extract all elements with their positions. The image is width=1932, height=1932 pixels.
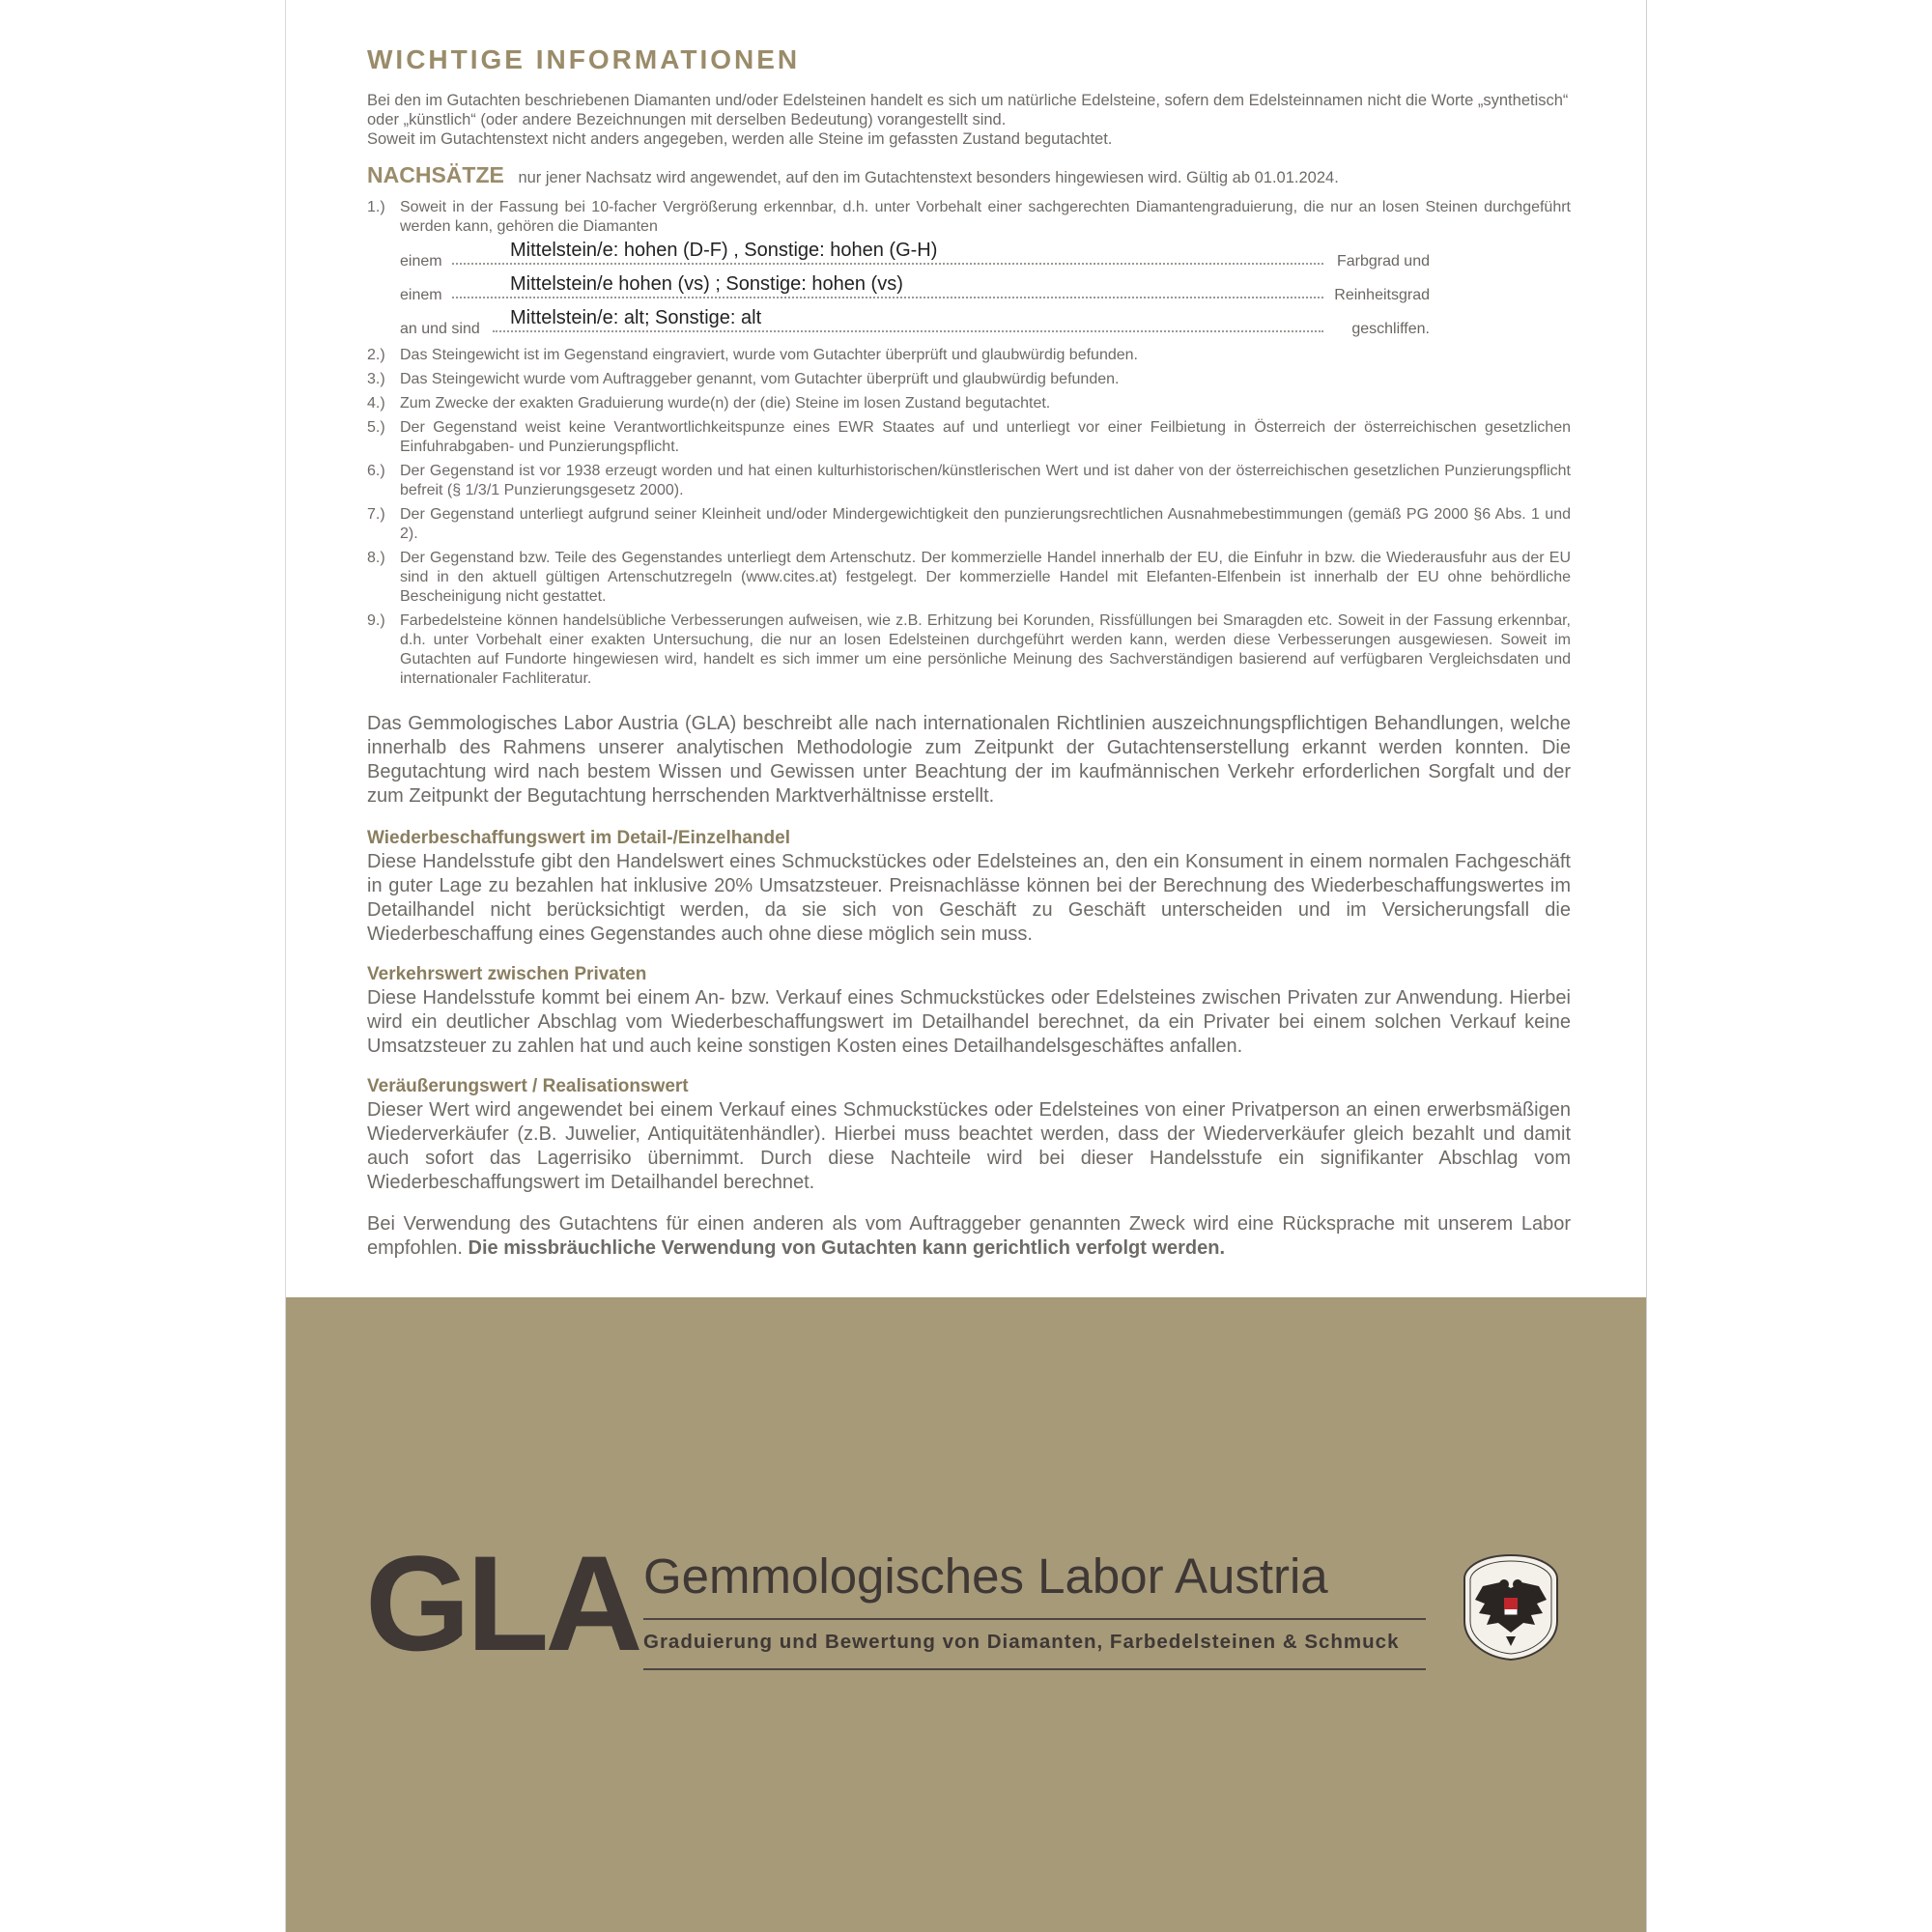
item-number: 7.) <box>367 506 385 523</box>
closing-text: Bei Verwendung des Gutachtens für einen anderen als vom Auftraggeber genannten Zweck wird eine Rücksprache mit unserem Labor empfohlen. <box>367 1213 1571 1259</box>
cut-line <box>400 304 1430 338</box>
content-area <box>367 44 1571 1261</box>
color-grade-value: Mittelstein/e: hohen (D-F) , Sonstige: hohen (G-H) <box>510 240 938 261</box>
closing-paragraph <box>367 1212 1571 1261</box>
dotted-line <box>452 263 1323 265</box>
section-heading: Verkehrswert zwischen Privaten <box>367 964 647 984</box>
list-item <box>367 346 1571 365</box>
fill-line-prefix: an und sind <box>400 321 480 337</box>
divider <box>643 1668 1426 1670</box>
gla-paragraph: Das Gemmologisches Labor Austria (GLA) beschreibt alle nach internationalen Richtlinien auszeichnungspflichtigen Behandlungen, welche innerhalb des Rahmens unserer analytischen Methodologie zum Zeitpunkt der Gutachtenserstellung erkannt werden konnten. Die Begutachtung wird nach bestem Wissen und Gewissen unter Beachtung der im kaufmännischen Verkehr erforderlichen Sorgfalt und der zum Zeitpunkt der Begutachtung herrschenden Marktverhältnisse erstellt. <box>367 713 1571 807</box>
divider <box>643 1618 1426 1620</box>
item-number: 4.) <box>367 395 385 412</box>
item-number: 9.) <box>367 612 385 629</box>
nachsaetze-note: nur jener Nachsatz wird angewendet, auf den im Gutachtenstext besonders hingewiesen wird. Gültig ab 01.01.2024. <box>518 169 1339 186</box>
color-grade-line <box>400 237 1430 270</box>
lab-name: Gemmologisches Labor Austria <box>643 1548 1328 1604</box>
item-text: Der Gegenstand ist vor 1938 erzeugt worden und hat einen kulturhistorischen/künstlerischen Wert und ist daher von der österreichischen gesetzlichen Punzierungspflicht befreit (§ 1/3/1 Punzierungsgesetz 2000). <box>400 463 1571 498</box>
gla-logo: GLA <box>365 1527 639 1679</box>
item-text: Zum Zwecke der exakten Graduierung wurde(n) der (die) Steine im losen Zustand begutachtet. <box>400 395 1051 412</box>
item-text: Das Steingewicht ist im Gegenstand eingraviert, wurde vom Gutachter überprüft und glaubwürdig befunden. <box>400 347 1138 363</box>
clarity-grade-value: Mittelstein/e hohen (vs) ; Sonstige: hohen (vs) <box>510 273 903 295</box>
item-number: 8.) <box>367 550 385 566</box>
state-seal-icon <box>1462 1553 1560 1662</box>
list-item <box>367 549 1571 607</box>
cut-value: Mittelstein/e: alt; Sonstige: alt <box>510 307 762 328</box>
list-item <box>367 370 1571 389</box>
item-text: Der Gegenstand weist keine Verantwortlichkeitspunze eines EWR Staates auf und unterliegt vor einer Feilbietung in Österreich der österreichischen gesetzlichen Einfuhrabgaben- und Punzierungspflicht. <box>400 419 1571 455</box>
page-title: WICHTIGE INFORMATIONEN <box>367 44 801 74</box>
section-heading: Wiederbeschaffungswert im Detail-/Einzelhandel <box>367 828 790 848</box>
dotted-line <box>493 330 1323 332</box>
closing-warning: Die missbräuchliche Verwendung von Gutachten kann gerichtlich verfolgt werden. <box>468 1237 1226 1259</box>
list-item <box>367 462 1571 500</box>
fill-line-suffix: geschliffen. <box>1351 321 1430 337</box>
fill-line-prefix: einem <box>400 287 442 303</box>
list-item <box>367 394 1571 413</box>
section-text: Dieser Wert wird angewendet bei einem Verkauf eines Schmuckstückes oder Edelsteines von einer Privatperson an einen erwerbsmäßigen Wiederverkäufer (z.B. Juwelier, Antiquitätenhändler). Hierbei muss beachtet werden, dass der Wiederverkäufer gleich bezahlt und damit auch sofort das Lagerrisiko übernimmt. Durch diese Nachteile wird bei dieser Handelsstufe ein signifikanter Abschlag vom Wiederbeschaffungswert im Detailhandel berechnet. <box>367 1099 1571 1193</box>
item-number: 2.) <box>367 347 385 363</box>
section-text: Diese Handelsstufe gibt den Handelswert eines Schmuckstückes oder Edelsteines an, den ein Konsument in einem normalen Fachgeschäft in guter Lage zu bezahlen hat inklusive 20% Umsatzsteuer. Preisnachlässe können bei der Berechnung des Wiederbeschaffungswertes im Detailhandel nicht berücksichtigt werden, da sie sich von Geschäft zu Geschäft unterscheiden und im Versicherungsfall die Wiederbeschaffung eines Gegenstandes auch ohne diese möglich sein muss. <box>367 851 1571 945</box>
item-text: Das Steingewicht wurde vom Auftraggeber genannt, vom Gutachter überprüft und glaubwürdig befunden. <box>400 371 1120 387</box>
fill-line-suffix: Farbgrad und <box>1336 253 1430 270</box>
clarity-grade-line <box>400 270 1430 304</box>
section-heading: Veräußerungswert / Realisationswert <box>367 1076 689 1096</box>
list-item <box>367 505 1571 544</box>
intro-text-2: Soweit im Gutachtenstext nicht anders angegeben, werden alle Steine im gefassten Zustand begutachtet. <box>367 130 1113 148</box>
item-text: Soweit in der Fassung bei 10-facher Vergrößerung erkennbar, d.h. unter Vorbehalt einer sachgerechten Diamantengraduierung, die nur an losen Steinen durchgeführt werden kann, gehören die Diamanten <box>400 199 1571 235</box>
footer-band <box>286 1297 1647 1932</box>
item-number: 6.) <box>367 463 385 479</box>
item-text: Der Gegenstand unterliegt aufgrund seiner Kleinheit und/oder Mindergewichtigkeit den punzierungsrechtlichen Ausnahmebestimmungen (gemäß PG 2000 §6 Abs. 1 und 2). <box>400 506 1571 542</box>
dotted-line <box>452 297 1323 298</box>
list-item <box>367 611 1571 689</box>
list-item <box>367 198 1571 237</box>
item-text: Der Gegenstand bzw. Teile des Gegenstandes unterliegt dem Artenschutz. Der kommerzielle Handel innerhalb der EU, die Einfuhr in bzw. die Wiederausfuhr aus der EU sind in den aktuell gültigen Artenschutzregeln (www.cites.at) festgelegt. Der kommerzielle Handel mit Elefanten-Elfenbein ist innerhalb der EU ohne behördliche Bescheinigung nicht gestattet. <box>400 550 1571 605</box>
section-text: Diese Handelsstufe kommt bei einem An- bzw. Verkauf eines Schmuckstückes oder Edelsteines zwischen Privaten zur Anwendung. Hierbei wird ein deutlicher Abschlag vom Wiederbeschaffungswert im Detailhandel berechnet, da ein Privater bei einem solchen Verkauf keine Umsatzsteuer zu zahlen hat und auch keine sonstigen Kosten eines Detailhandelsgeschäftes anfallen. <box>367 987 1571 1057</box>
list-item <box>367 418 1571 457</box>
nachsaetze-header <box>367 162 1571 188</box>
item-text: Farbedelsteine können handelsübliche Verbesserungen aufweisen, wie z.B. Erhitzung bei Korunden, Rissfüllungen bei Smaragden etc. Soweit in der Fassung erkennbar, d.h. unter Vorbehalt einer exakten Untersuchung, die nur an losen Edelsteinen durchgeführt werden kann, werden diese Verbesserungen ausgewiesen. Soweit im Gutachten auf Fundorte hingewiesen wird, handelt es sich immer um eine persönliche Meinung des Sachverständigen basierend auf verfügbaren Vergleichsdaten und internationaler Fachliteratur. <box>400 612 1571 687</box>
item-number: 1.) <box>367 199 385 215</box>
nachsaetze-title: NACHSÄTZE <box>367 162 504 187</box>
item-number: 3.) <box>367 371 385 387</box>
document-page <box>285 0 1647 1932</box>
intro-text-1: Bei den im Gutachten beschriebenen Diamanten und/oder Edelsteinen handelt es sich um natürliche Edelsteine, sofern dem Edelsteinnamen nicht die Worte „synthetisch“ oder „künstlich“ (oder andere Bezeichnungen mit derselben Bedeutung) vorangestellt sind. <box>367 92 1569 128</box>
lab-subtitle: Graduierung und Bewertung von Diamanten, Farbedelsteinen & Schmuck <box>643 1631 1400 1653</box>
fill-line-suffix: Reinheitsgrad <box>1334 287 1430 303</box>
item-number: 5.) <box>367 419 385 436</box>
fill-line-prefix: einem <box>400 253 442 270</box>
